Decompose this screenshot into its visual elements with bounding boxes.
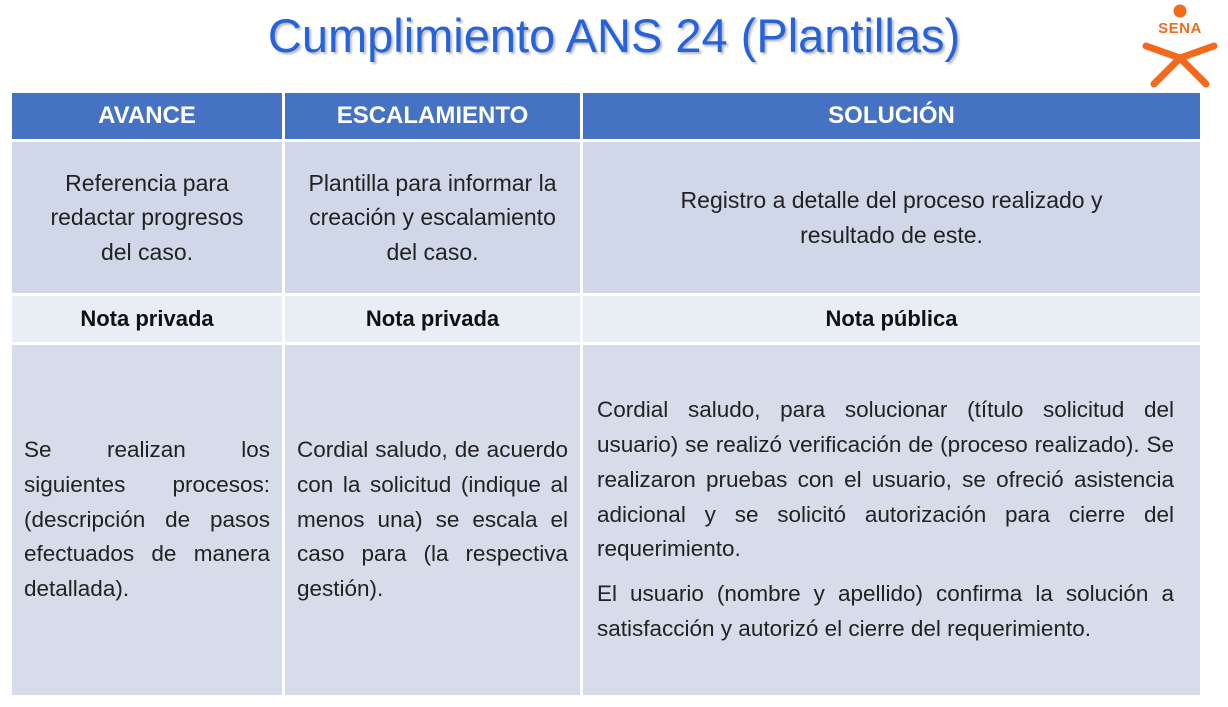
description-avance: Referencia para redactar progresos del caso. — [11, 141, 284, 295]
note-type-solucion: Nota pública — [582, 295, 1202, 344]
template-avance — [11, 344, 284, 697]
header-escalamiento: ESCALAMIENTO — [284, 92, 582, 141]
description-row — [11, 141, 1202, 295]
description-escalamiento: Plantilla para informar la creación y escalamiento del caso. — [284, 141, 582, 295]
templates-table — [9, 90, 1203, 698]
sena-logo — [1138, 2, 1222, 88]
template-row — [11, 344, 1202, 697]
note-type-escalamiento: Nota privada — [284, 295, 582, 344]
sena-logo-text: SENA — [1158, 20, 1202, 37]
template-text: Cordial saludo, para solucionar (título solicitud del usuario) se realizó verificación de (proceso realizado). Se realizaron pruebas con el usuario, se ofreció asistencia adicional y se solicitó autorización para cierre del requerimiento. — [597, 396, 1174, 562]
header-solucion: SOLUCIÓN — [582, 92, 1202, 141]
template-text: Cordial saludo, de acuerdo con la solicitud (indique al menos una) se escala el caso para (la respectiva gestión). — [297, 436, 568, 602]
description-solucion: Registro a detalle del proceso realizado y resultado de este. — [582, 141, 1202, 295]
template-text: Se realizan los siguientes procesos: (descripción de pasos efectuados de manera detallada). — [24, 436, 270, 602]
template-text: El usuario (nombre y apellido) confirma la solución a satisfacción y autorizó el cierre del requerimiento. — [597, 581, 1174, 642]
template-escalamiento — [284, 344, 582, 697]
header-row — [11, 92, 1202, 141]
note-type-avance: Nota privada — [11, 295, 284, 344]
template-solucion — [582, 344, 1202, 697]
page-title: Cumplimiento ANS 24 (Plantillas) — [267, 9, 961, 62]
note-type-row — [11, 295, 1202, 344]
sena-logo-icon — [1138, 2, 1222, 88]
header-avance: AVANCE — [11, 92, 284, 141]
